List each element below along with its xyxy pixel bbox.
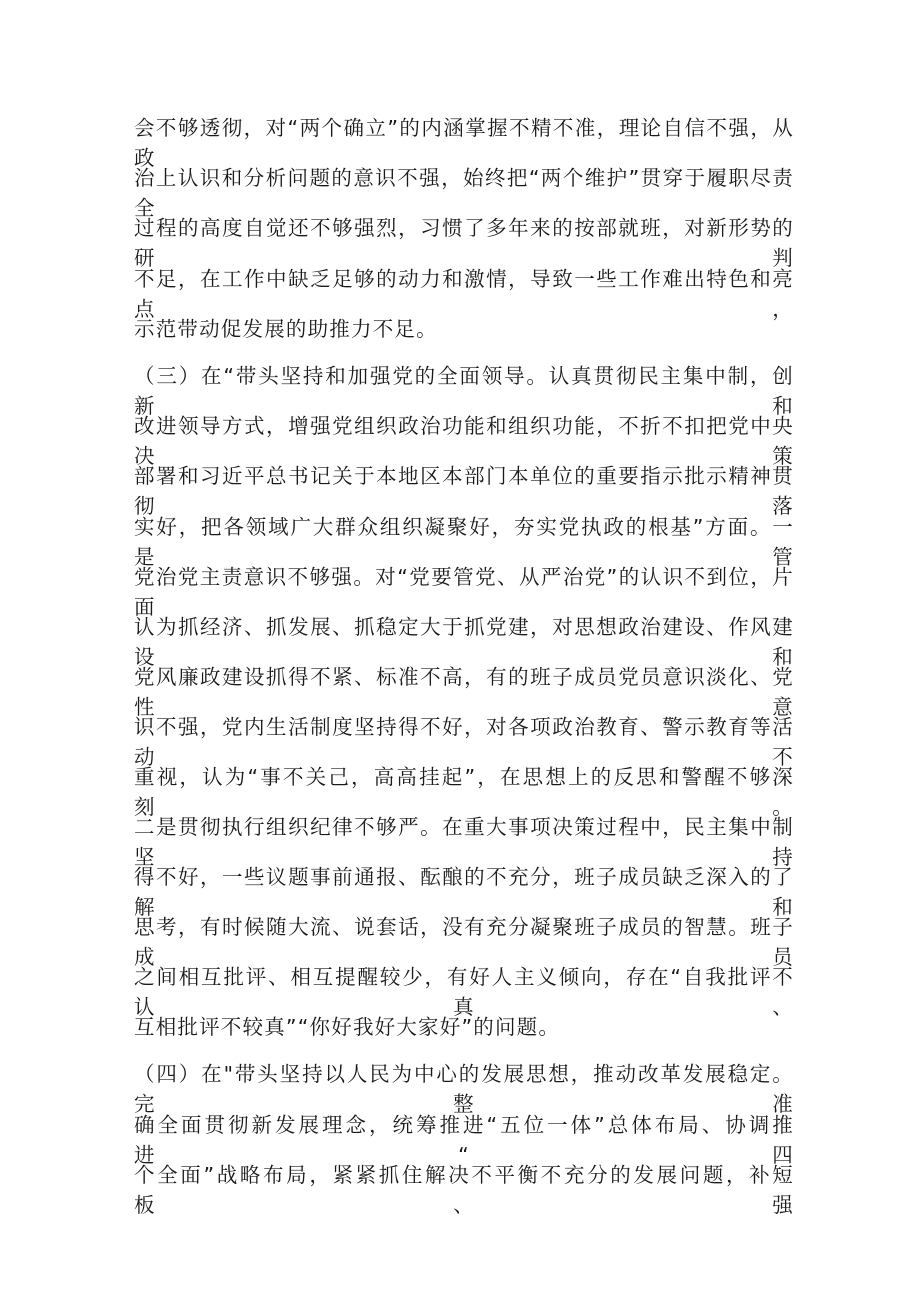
text-line: 实好，把各领域广大群众组织凝聚好，夯实党执政的根基”方面。一是管 xyxy=(134,515,794,569)
text-line: （四）在"带头坚持以人民为中心的发展思想，推动改革发展稳定。完整准 xyxy=(134,1062,794,1116)
text-line: 二是贯彻执行组织纪律不够严。在重大事项决策过程中，民主集中制坚持 xyxy=(134,815,794,869)
text-line: 得不好，一些议题事前通报、酝酿的不充分，班子成员缺乏深入的了解和 xyxy=(134,865,794,919)
text-line: 不足，在工作中缺乏足够的动力和激情，导致一些工作难出特色和亮点， xyxy=(134,267,794,321)
text-line: 确全面贯彻新发展理念，统筹推进“五位一体”总体布局、协调推进“四 xyxy=(134,1113,794,1167)
text-line: 识不强，党内生活制度坚持得不好，对各项政治教育、警示教育等活动不 xyxy=(134,715,794,769)
text-line: 重视，认为“事不关己，高高挂起”，在思想上的反思和警醒不够深刻。 xyxy=(134,765,794,819)
text-line: 改进领导方式，增强党组织政治功能和组织功能，不折不扣把党中央决策 xyxy=(134,414,794,468)
text-line: 治上认识和分析问题的意识不强，始终把“两个维护”贯穿于履职尽责全 xyxy=(134,166,794,220)
text-line: 互相批评不较真”“你好我好大家好”的问题。 xyxy=(134,1015,561,1039)
text-line: 过程的高度自觉还不够强烈，习惯了多年来的按部就班，对新形势的研判 xyxy=(134,216,794,270)
text-line: 党治党主责意识不够强。对“党要管党、从严治党”的认识不到位，片面 xyxy=(134,565,794,619)
text-line: 党风廉政建设抓得不紧、标准不高，有的班子成员党员意识淡化、党性意 xyxy=(134,665,794,719)
text-line: 之间相互批评、相互提醒较少，有好人主义倾向，存在“自我批评不认真、 xyxy=(134,965,794,1019)
text-line: （三）在“带头坚持和加强党的全面领导。认真贯彻民主集中制，创新和 xyxy=(134,364,794,418)
text-line: 示范带动促发展的助推力不足。 xyxy=(134,317,438,341)
text-line: 部署和习近平总书记关于本地区本部门本单位的重要指示批示精神贯彻落 xyxy=(134,464,794,518)
text-line: 认为抓经济、抓发展、抓稳定大于抓党建，对思想政治建设、作风建设和 xyxy=(134,615,794,669)
text-line: 思考，有时候随大流、说套话，没有充分凝聚班子成员的智慧。班子成员 xyxy=(134,915,794,969)
text-line: 会不够透彻，对“两个确立”的内涵掌握不精不准，理论自信不强，从政 xyxy=(134,116,794,170)
text-line: 个全面”战略布局，紧紧抓住解决不平衡不充分的发展问题，补短板、强 xyxy=(134,1163,794,1217)
